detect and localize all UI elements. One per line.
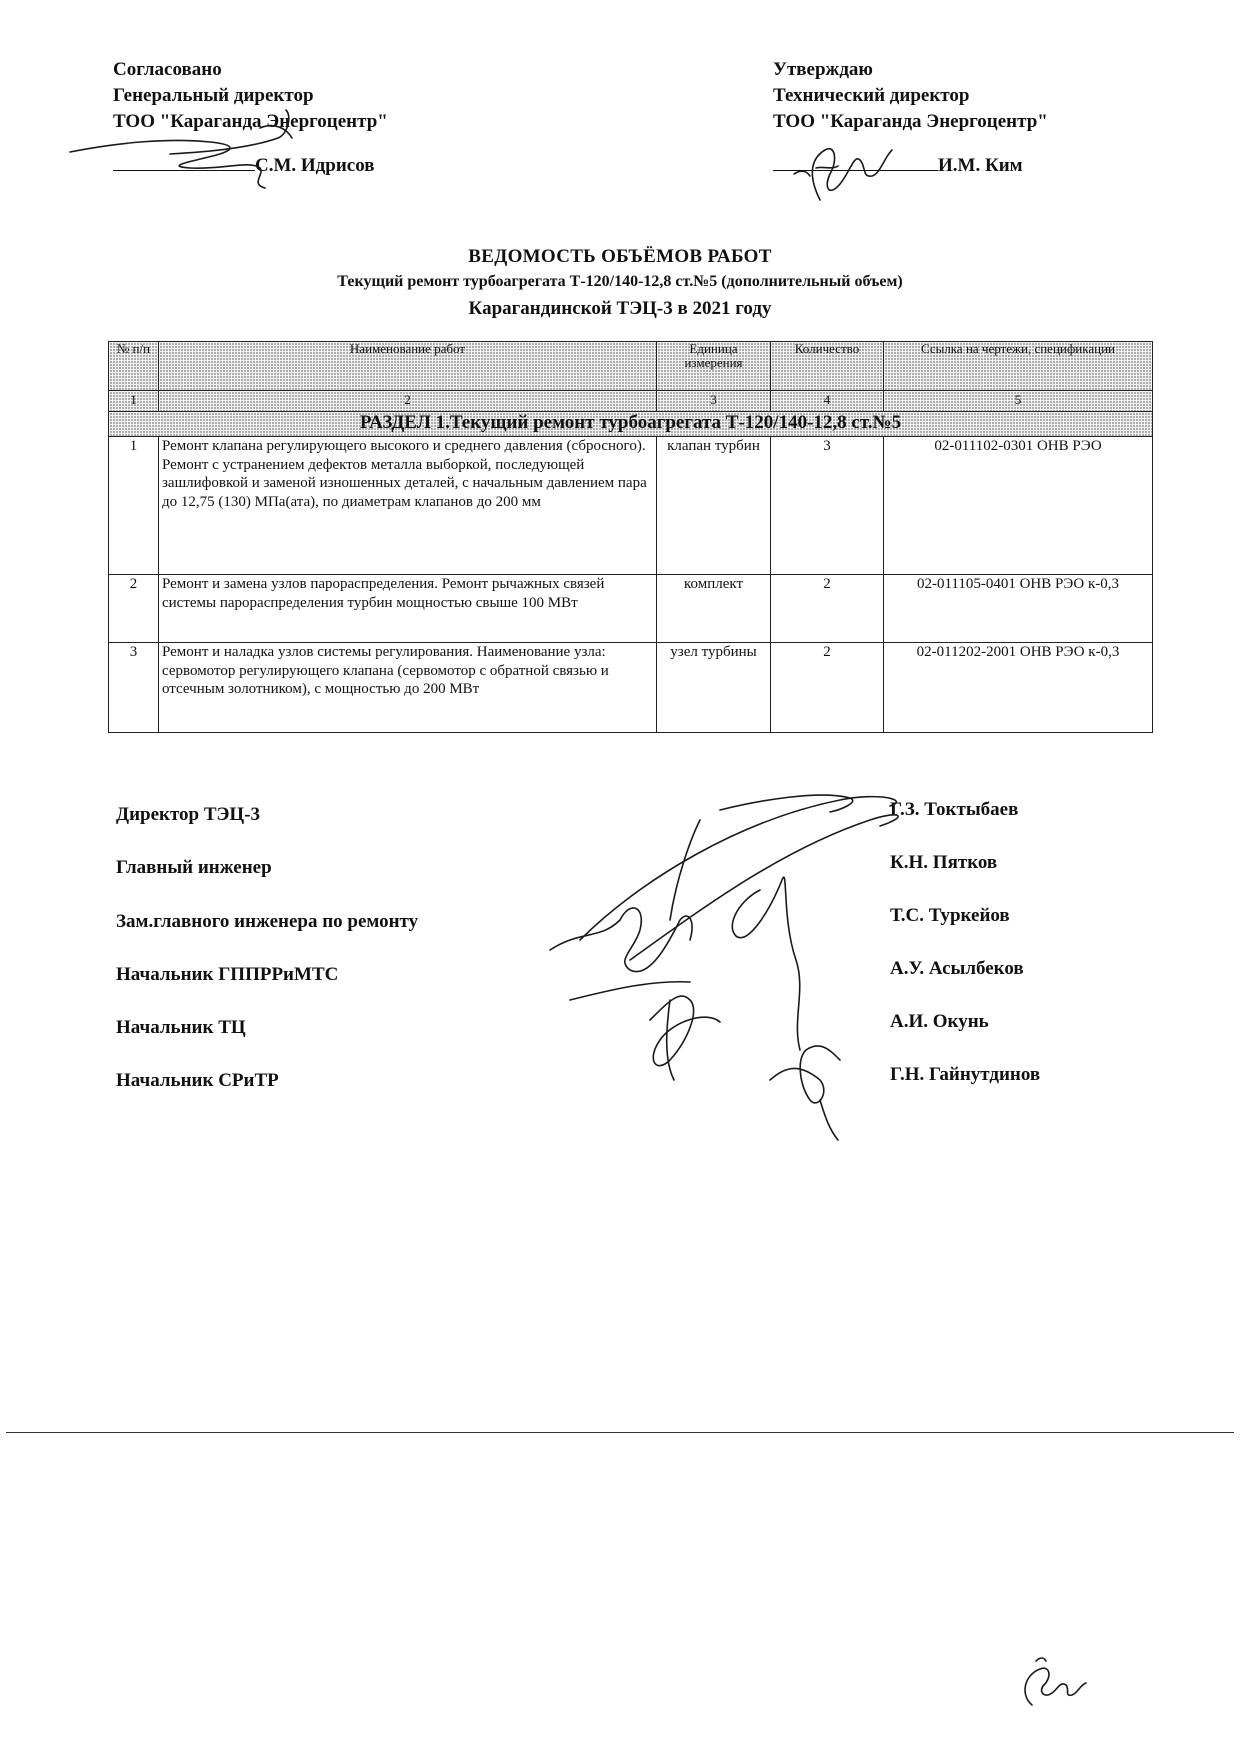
row-name: Ремонт и наладка узлов системы регулирования. Наименование узла: сервомотор регулирующего клапана (сервомотор с обратной связью и отсечным золотником), с мощностью до 200 МВт (159, 643, 657, 733)
header-qty: Количество (771, 342, 884, 391)
row-ref: 02-011102-0301 ОНВ РЭО (884, 437, 1153, 575)
column-number: 1 (109, 391, 159, 412)
row-ref: 02-011105-0401 ОНВ РЭО к-0,3 (884, 575, 1153, 643)
header-unit: Единица измерения (657, 342, 771, 391)
table-row (109, 575, 1153, 643)
row-ref: 02-011202-2001 ОНВ РЭО к-0,3 (884, 643, 1153, 733)
works-table (108, 341, 1153, 733)
column-number: 3 (657, 391, 771, 412)
header-num: № п/п (109, 342, 159, 391)
row-num: 2 (109, 575, 159, 643)
section-row (109, 412, 1153, 437)
signatures-commission (520, 760, 920, 1140)
approval-right-company: ТОО "Караганда Энергоцентр" (773, 111, 1048, 132)
signatory-role: Директор ТЭЦ-3 (116, 804, 261, 825)
column-number-row (109, 391, 1153, 412)
row-num: 3 (109, 643, 159, 733)
signatory-name: Г.Н. Гайнутдинов (890, 1064, 1041, 1085)
approval-left-signer: С.М. Идрисов (255, 155, 375, 176)
signatory-name: Г.З. Токтыбаев (890, 799, 1019, 820)
row-name: Ремонт клапана регулирующего высокого и среднего давления (сбросного). Ремонт с устранением дефектов металла выборкой, последующей зашлифовкой и заменой изношенных деталей, с начальным давлением пара до 12,75 (130) МПа(ата), по диаметрам клапанов до 200 мм (159, 437, 657, 575)
document-subtitle: Текущий ремонт турбоагрегата Т-120/140-12,8 ст.№5 (дополнительный объем) (337, 273, 903, 290)
signatory-name: К.Н. Пятков (890, 852, 998, 873)
approval-right-position: Технический директор (773, 85, 970, 106)
row-unit: клапан турбин (657, 437, 771, 575)
page-divider (6, 1432, 1234, 1433)
signatory-role: Начальник ТЦ (116, 1017, 246, 1038)
header-ref: Ссылка на чертежи, спецификации (884, 342, 1153, 391)
row-qty: 3 (771, 437, 884, 575)
table-row (109, 643, 1153, 733)
signatory-role: Начальник СРиТР (116, 1070, 279, 1091)
signatory-role: Зам.главного инженера по ремонту (116, 911, 419, 932)
table-row (109, 437, 1153, 575)
row-qty: 2 (771, 643, 884, 733)
column-number: 5 (884, 391, 1153, 412)
header-name: Наименование работ (159, 342, 657, 391)
approval-left-position: Генеральный директор (113, 85, 314, 106)
signatory-role: Начальник ГППРРиМТС (116, 964, 339, 985)
document-title: ВЕДОМОСТЬ ОБЪЁМОВ РАБОТ (468, 246, 772, 267)
initials-signature (1010, 1655, 1090, 1715)
signatory-name: Т.С. Туркейов (890, 905, 1010, 926)
row-unit: узел турбины (657, 643, 771, 733)
column-number: 2 (159, 391, 657, 412)
table-header-row (109, 342, 1153, 391)
row-name: Ремонт и замена узлов парораспределения. Ремонт рычажных связей системы парораспределения турбин мощностью свыше 100 МВт (159, 575, 657, 643)
signatory-name: А.У. Асылбеков (890, 958, 1024, 979)
signatory-name: А.И. Окунь (890, 1011, 989, 1032)
signature-kim (780, 140, 910, 210)
signatory-role: Главный инженер (116, 857, 272, 878)
approval-left-company: ТОО "Караганда Энергоцентр" (113, 111, 388, 132)
approval-right-label: Утверждаю (773, 59, 873, 80)
approval-left-label: Согласовано (113, 59, 222, 80)
row-unit: комплект (657, 575, 771, 643)
approval-right-signer: И.М. Ким (938, 155, 1023, 176)
document-place: Карагандинской ТЭЦ-3 в 2021 году (468, 298, 772, 319)
row-num: 1 (109, 437, 159, 575)
row-qty: 2 (771, 575, 884, 643)
signature-idrisov (60, 108, 320, 198)
column-number: 4 (771, 391, 884, 412)
section-title: РАЗДЕЛ 1.Текущий ремонт турбоагрегата Т-120/140-12,8 ст.№5 (109, 412, 1153, 437)
